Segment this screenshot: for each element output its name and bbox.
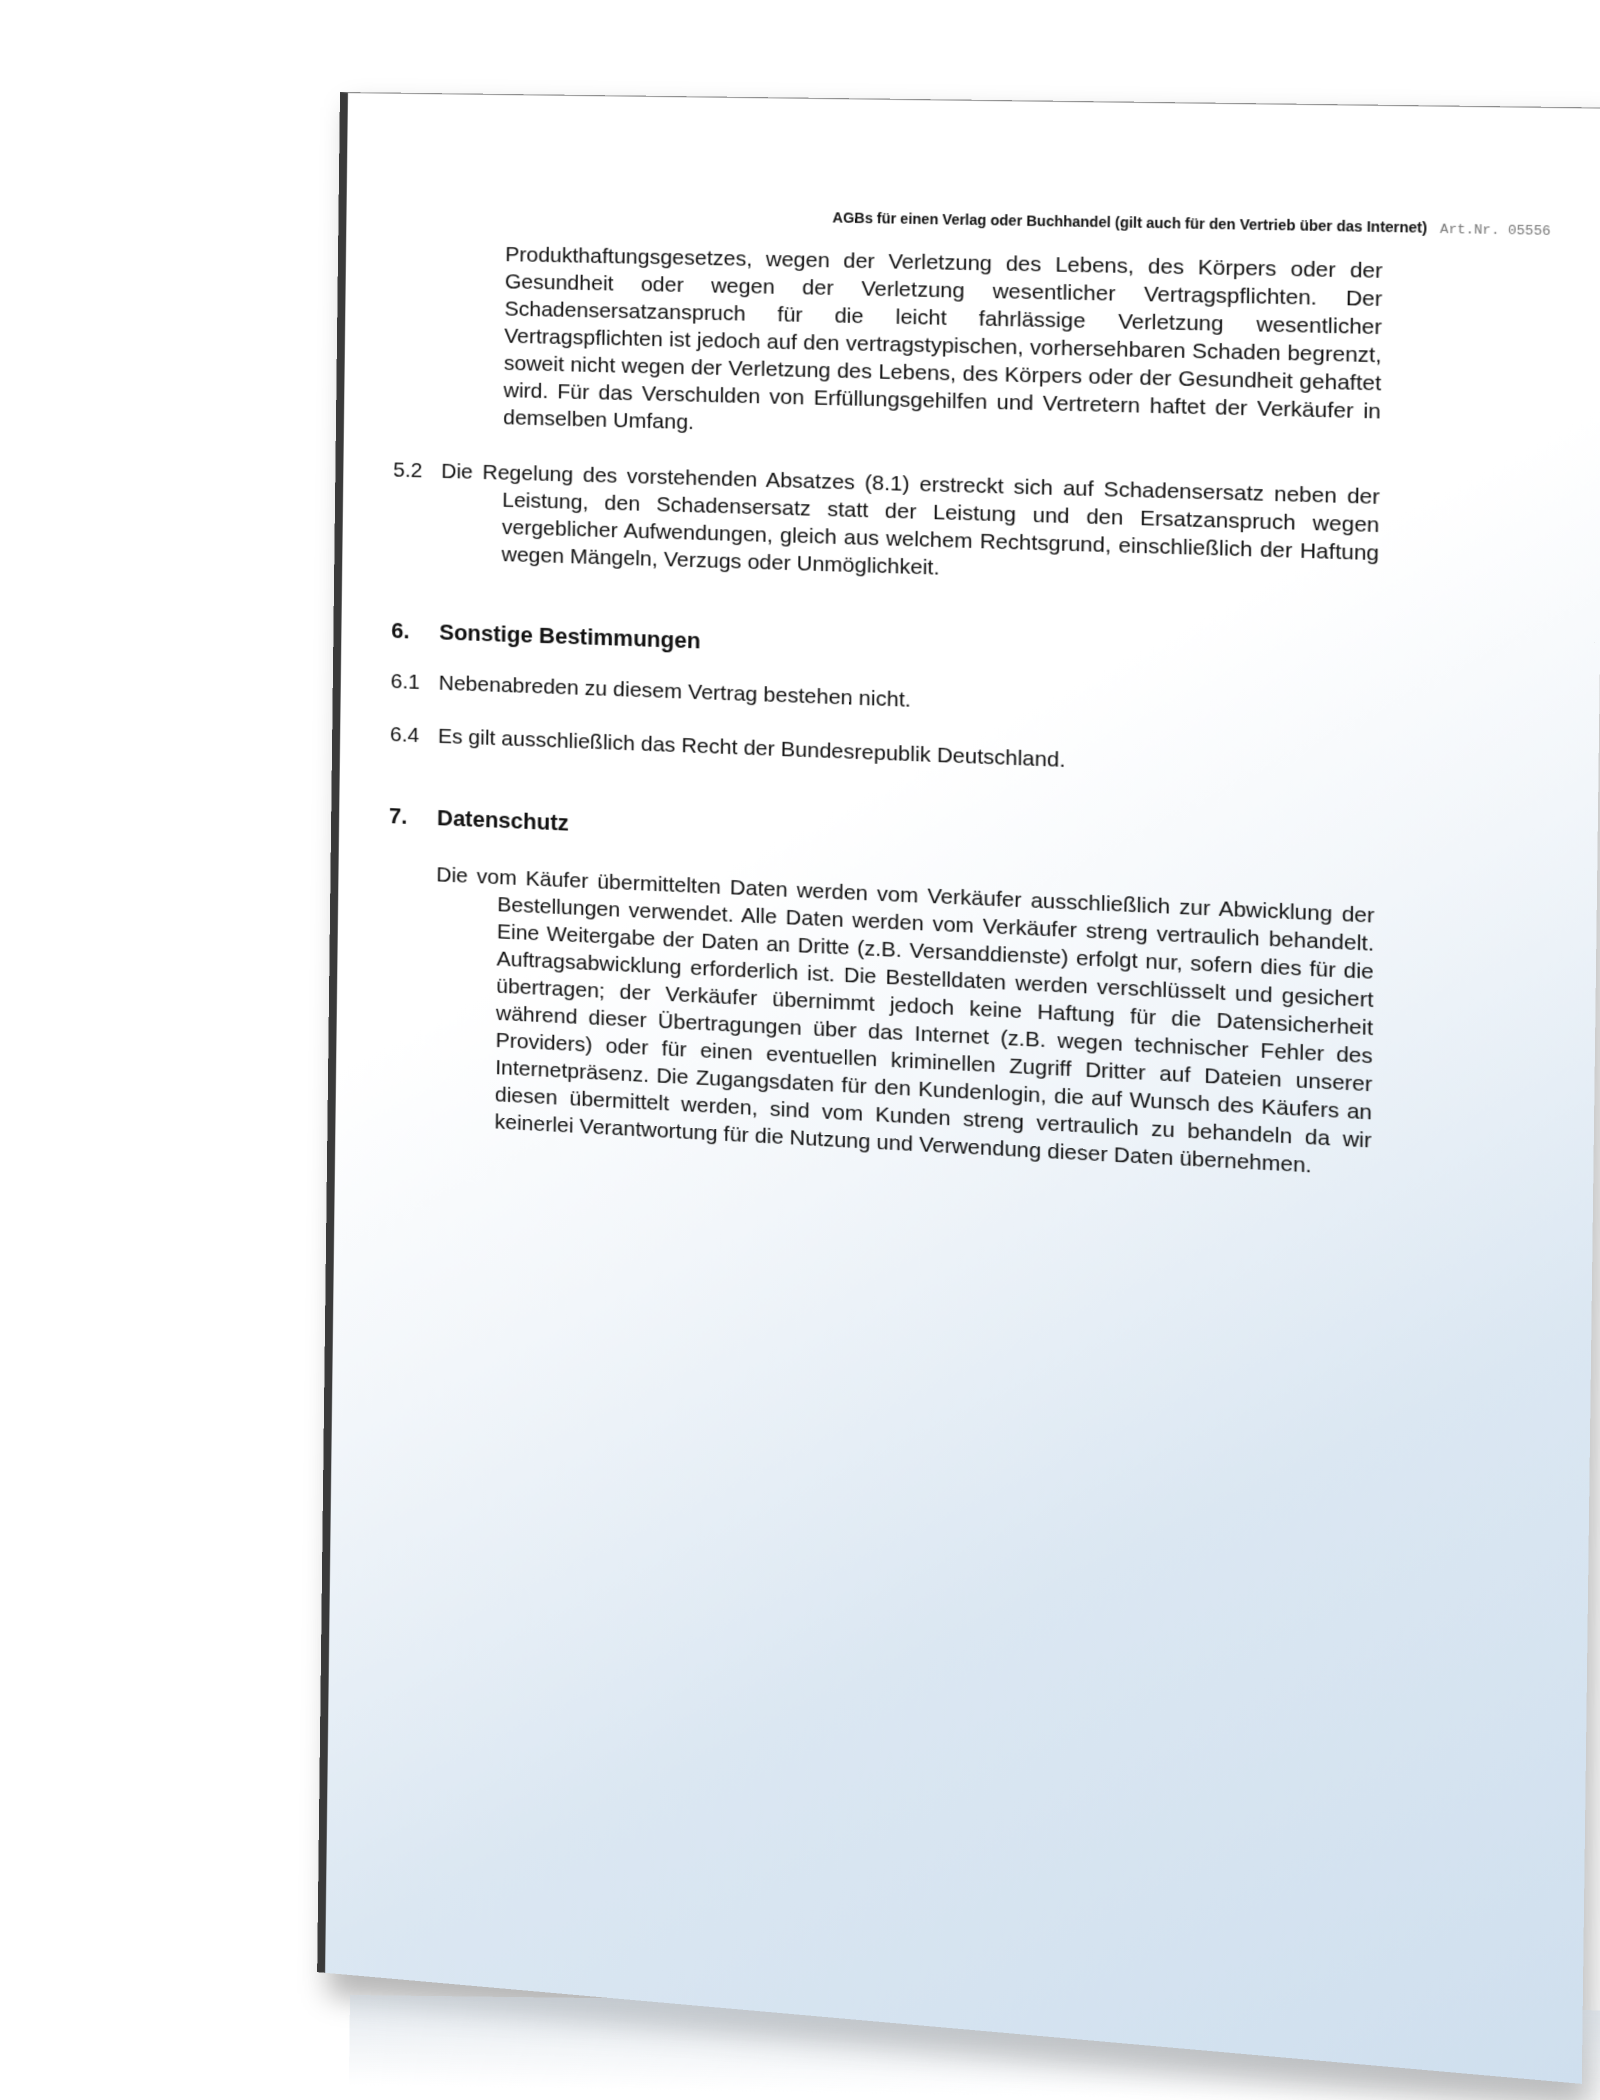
clause-number: 6.4	[389, 722, 420, 748]
page-header	[346, 201, 1550, 239]
clause-text: Nebenabreden zu diesem Vertrag bestehen nicht.	[438, 671, 912, 712]
section-title: Datenschutz	[436, 805, 569, 836]
section-number: 7.	[388, 803, 408, 829]
continued-paragraph: Produkthaftungsgesetzes, wegen der Verletzung des Lebens, des Körpers oder der Gesundheit oder wegen der Verletzung wesentlicher Vertragspflichten. Der Schadensersatzanspruch für die leicht fahrlässige Verletzung wesentlicher Vertragspflichten ist jedoch auf den vertragstypischen, vorhersehbaren Schaden begrenzt, soweit nicht wegen der Verletzung des Lebens, des Körpers oder der Gesundheit gehaftet wird. Für das Verschulden von Erfüllungsgehilfen und Vertretern haftet der Verkäufer in demselben Umfang.	[503, 243, 1383, 435]
clause-text: Die Regelung des vorstehenden Absatzes (8.1) erstreckt sich auf Schadensersatz neben der Leistung, den Schadensersatz statt der Leistung und den Ersatzanspruch wegen vergeblicher Aufwendungen, gleich aus welchem Rechtsgrund, einschließlich der Haftung wegen Mängeln, Verzugs oder Unmöglichkeit.	[441, 459, 1380, 580]
privacy-text: Die vom Käufer übermittelten Daten werden vom Verkäufer ausschließlich zur Abwicklung der Bestellungen verwendet. Alle Daten werden vom Verkäufer streng vertraulich behandelt. Eine Weitergabe der Daten an Dritte (z.B. Versanddienste) erfolgt nur, sofern dies für die Auftragsabwicklung erforderlich ist. Die Bestelldaten werden verschlüsselt und gesichert übertragen; der Verkäufer übernimmt jedoch keine Haftung für die Datensicherheit während dieser Übertragungen über das Internet (z.B. wegen technischer Fehler des Providers) oder für einen eventuellen kriminellen Zugriff Dritter auf Dateien unserer Internetpräsenz. Die Zugangsdaten für den Kundenlogin, die auf Wunsch des Käufers an diesen übermittelt werden, sind vom Kunden streng vertraulich zu behandeln da wir keinerlei Verantwortung für die Nutzung und Verwendung dieser Daten übernehmen.	[436, 863, 1375, 1178]
document-page	[317, 92, 1600, 2084]
clause-number: 5.2	[393, 458, 423, 483]
privacy-paragraph	[385, 859, 1374, 1183]
clause-number: 6.1	[390, 669, 420, 694]
document-title: AGBs für einen Verlag oder Buchhandel (gilt auch für den Vertrieb über das Internet)	[832, 209, 1428, 236]
article-number: Art.Nr. 05556	[1439, 221, 1551, 240]
document-body	[385, 239, 1383, 1183]
clause-text: Es gilt ausschließlich das Recht der Bundesrepublik Deutschland.	[437, 724, 1066, 773]
section-number: 6.	[391, 617, 410, 644]
section-title: Sonstige Bestimmungen	[439, 619, 701, 654]
